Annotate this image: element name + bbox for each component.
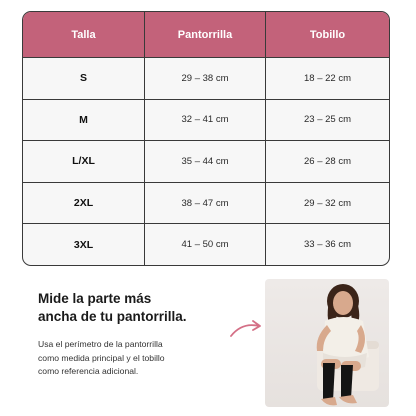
row-lxl-size: L/XL bbox=[23, 140, 145, 182]
row-m-size: M bbox=[23, 99, 145, 141]
row-3xl-ankle: 33 – 36 cm bbox=[266, 223, 389, 265]
guide-heading bbox=[38, 290, 248, 326]
guide-heading-line-1: Mide la parte más bbox=[38, 291, 152, 306]
row-s-ankle: 18 – 22 cm bbox=[266, 57, 389, 99]
guide-desc-line-3: como referencia adicional. bbox=[38, 366, 139, 376]
row-m-calf: 32 – 41 cm bbox=[145, 99, 266, 141]
row-3xl-calf: 41 – 50 cm bbox=[145, 223, 266, 265]
guide-description bbox=[38, 338, 248, 379]
model-photo bbox=[265, 279, 389, 407]
measuring-guide bbox=[38, 290, 248, 379]
header-ankle: Tobillo bbox=[266, 12, 389, 57]
row-2xl-calf: 38 – 47 cm bbox=[145, 182, 266, 224]
row-s-calf: 29 – 38 cm bbox=[145, 57, 266, 99]
row-2xl-size: 2XL bbox=[23, 182, 145, 224]
row-3xl-size: 3XL bbox=[23, 223, 145, 265]
guide-heading-line-2: ancha de tu pantorrilla. bbox=[38, 309, 187, 324]
size-chart-table bbox=[22, 11, 390, 266]
row-m-ankle: 23 – 25 cm bbox=[266, 99, 389, 141]
row-lxl-calf: 35 – 44 cm bbox=[145, 140, 266, 182]
row-lxl-ankle: 26 – 28 cm bbox=[266, 140, 389, 182]
curved-arrow-right-icon bbox=[228, 316, 264, 340]
header-calf: Pantorrilla bbox=[145, 12, 266, 57]
row-2xl-ankle: 29 – 32 cm bbox=[266, 182, 389, 224]
guide-desc-line-2: como medida principal y el tobillo bbox=[38, 352, 165, 363]
row-s-size: S bbox=[23, 57, 145, 99]
header-size: Talla bbox=[23, 12, 145, 57]
guide-desc-line-1: Usa el perímetro de la pantorrilla bbox=[38, 339, 163, 349]
